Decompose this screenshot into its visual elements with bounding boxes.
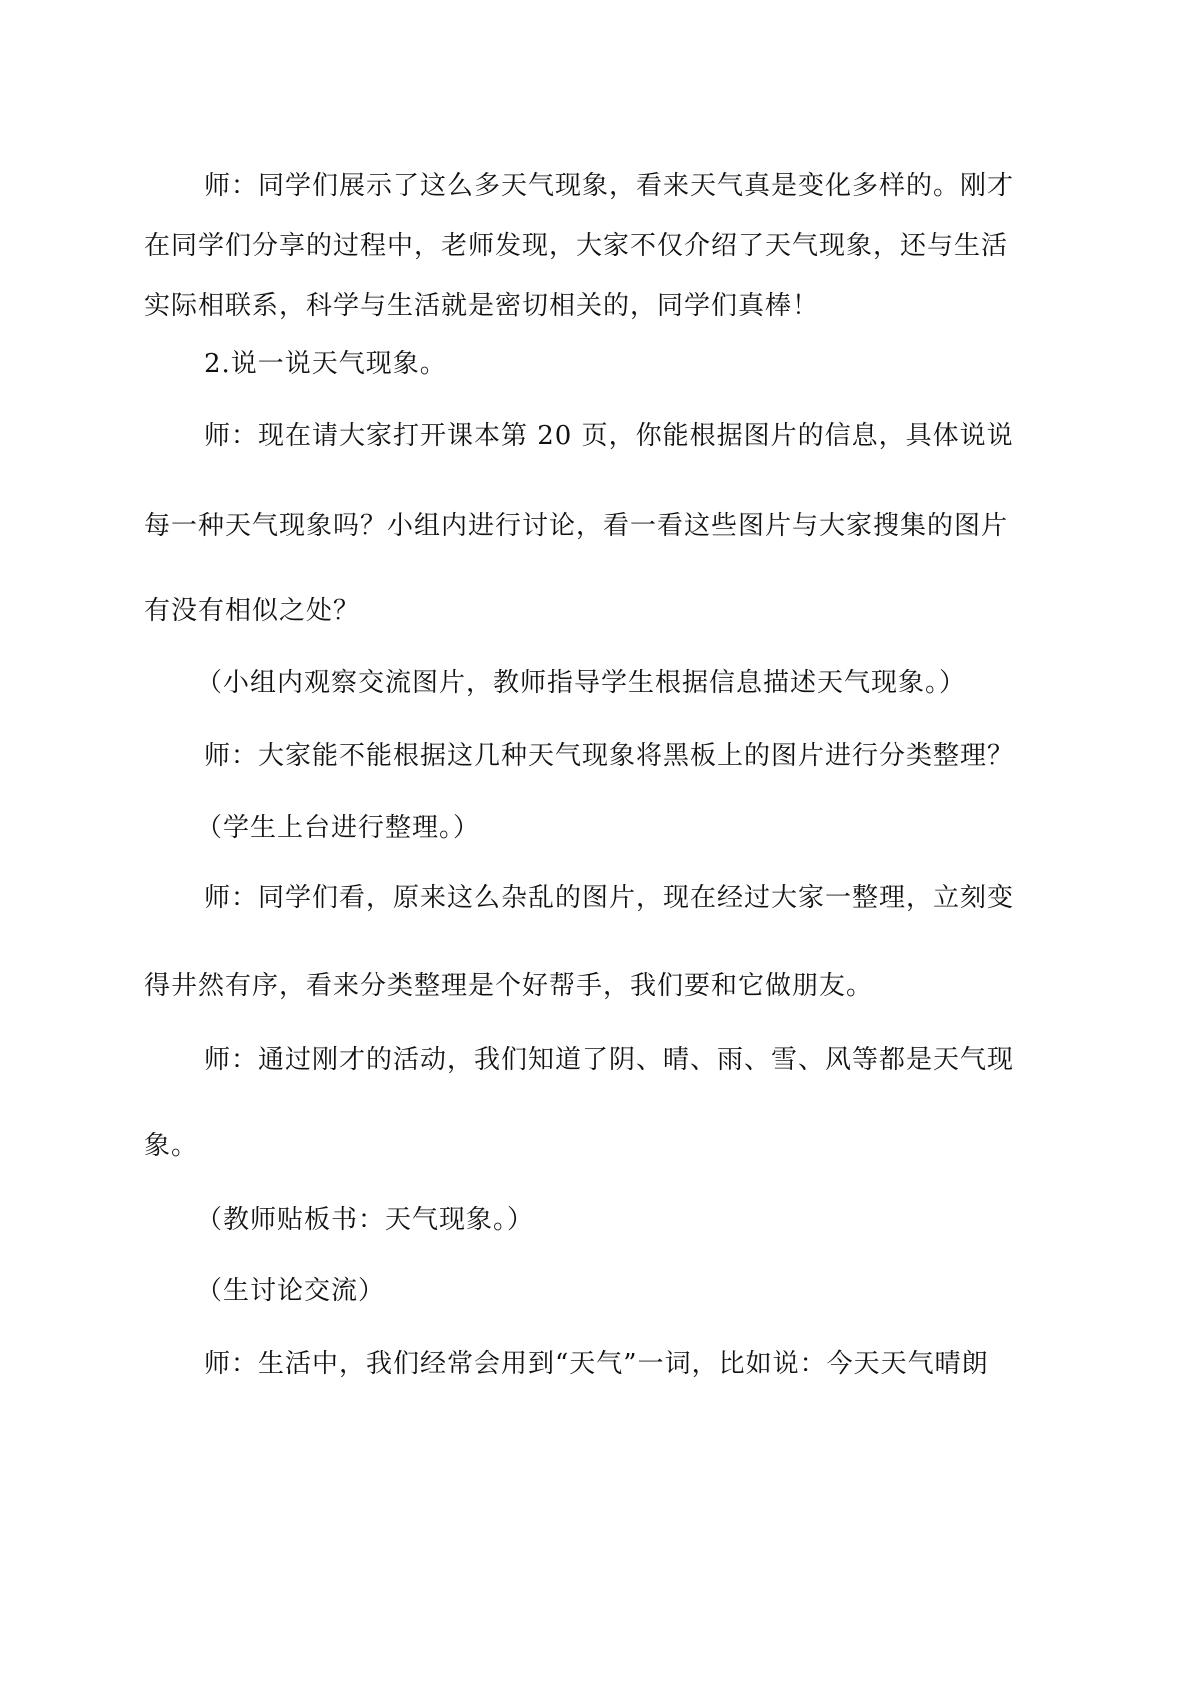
paragraph-line: 师：现在请大家打开课本第 20 页，你能根据图片的信息，具体说说 — [204, 421, 1014, 451]
stage-direction: （学生上台进行整理。） — [196, 813, 481, 843]
paragraph-line: 师：生活中，我们经常会用到“天气”一词，比如说：今天天气晴朗 — [204, 1349, 989, 1379]
stage-direction: （生讨论交流） — [196, 1276, 386, 1306]
paragraph-line: 师：大家能不能根据这几种天气现象将黑板上的图片进行分类整理？ — [204, 741, 1015, 771]
paragraph-line: 实际相联系，科学与生活就是密切相关的，同学们真棒！ — [144, 291, 820, 321]
paragraph-line: 师：同学们展示了这么多天气现象，看来天气真是变化多样的。刚才 — [204, 171, 1015, 201]
paragraph-line: 每一种天气现象吗？小组内进行讨论，看一看这些图片与大家搜集的图片 — [144, 511, 1009, 541]
paragraph-line: 师：同学们看，原来这么杂乱的图片，现在经过大家一整理，立刻变 — [204, 883, 1015, 913]
paragraph-line: 得井然有序，看来分类整理是个好帮手，我们要和它做朋友。 — [144, 971, 874, 1001]
paragraph-line: 师：通过刚才的活动，我们知道了阴、晴、雨、雪、风等都是天气现 — [204, 1045, 1015, 1075]
stage-direction: （小组内观察交流图片，教师指导学生根据信息描述天气现象。） — [196, 668, 967, 698]
paragraph-line: 在同学们分享的过程中，老师发现，大家不仅介绍了天气现象，还与生活 — [144, 231, 1009, 261]
paragraph-line: 象。 — [144, 1131, 199, 1161]
stage-direction: （教师贴板书：天气现象。） — [196, 1205, 535, 1235]
section-heading: 2.说一说天气现象。 — [204, 349, 447, 379]
paragraph-line: 有没有相似之处？ — [144, 596, 361, 626]
